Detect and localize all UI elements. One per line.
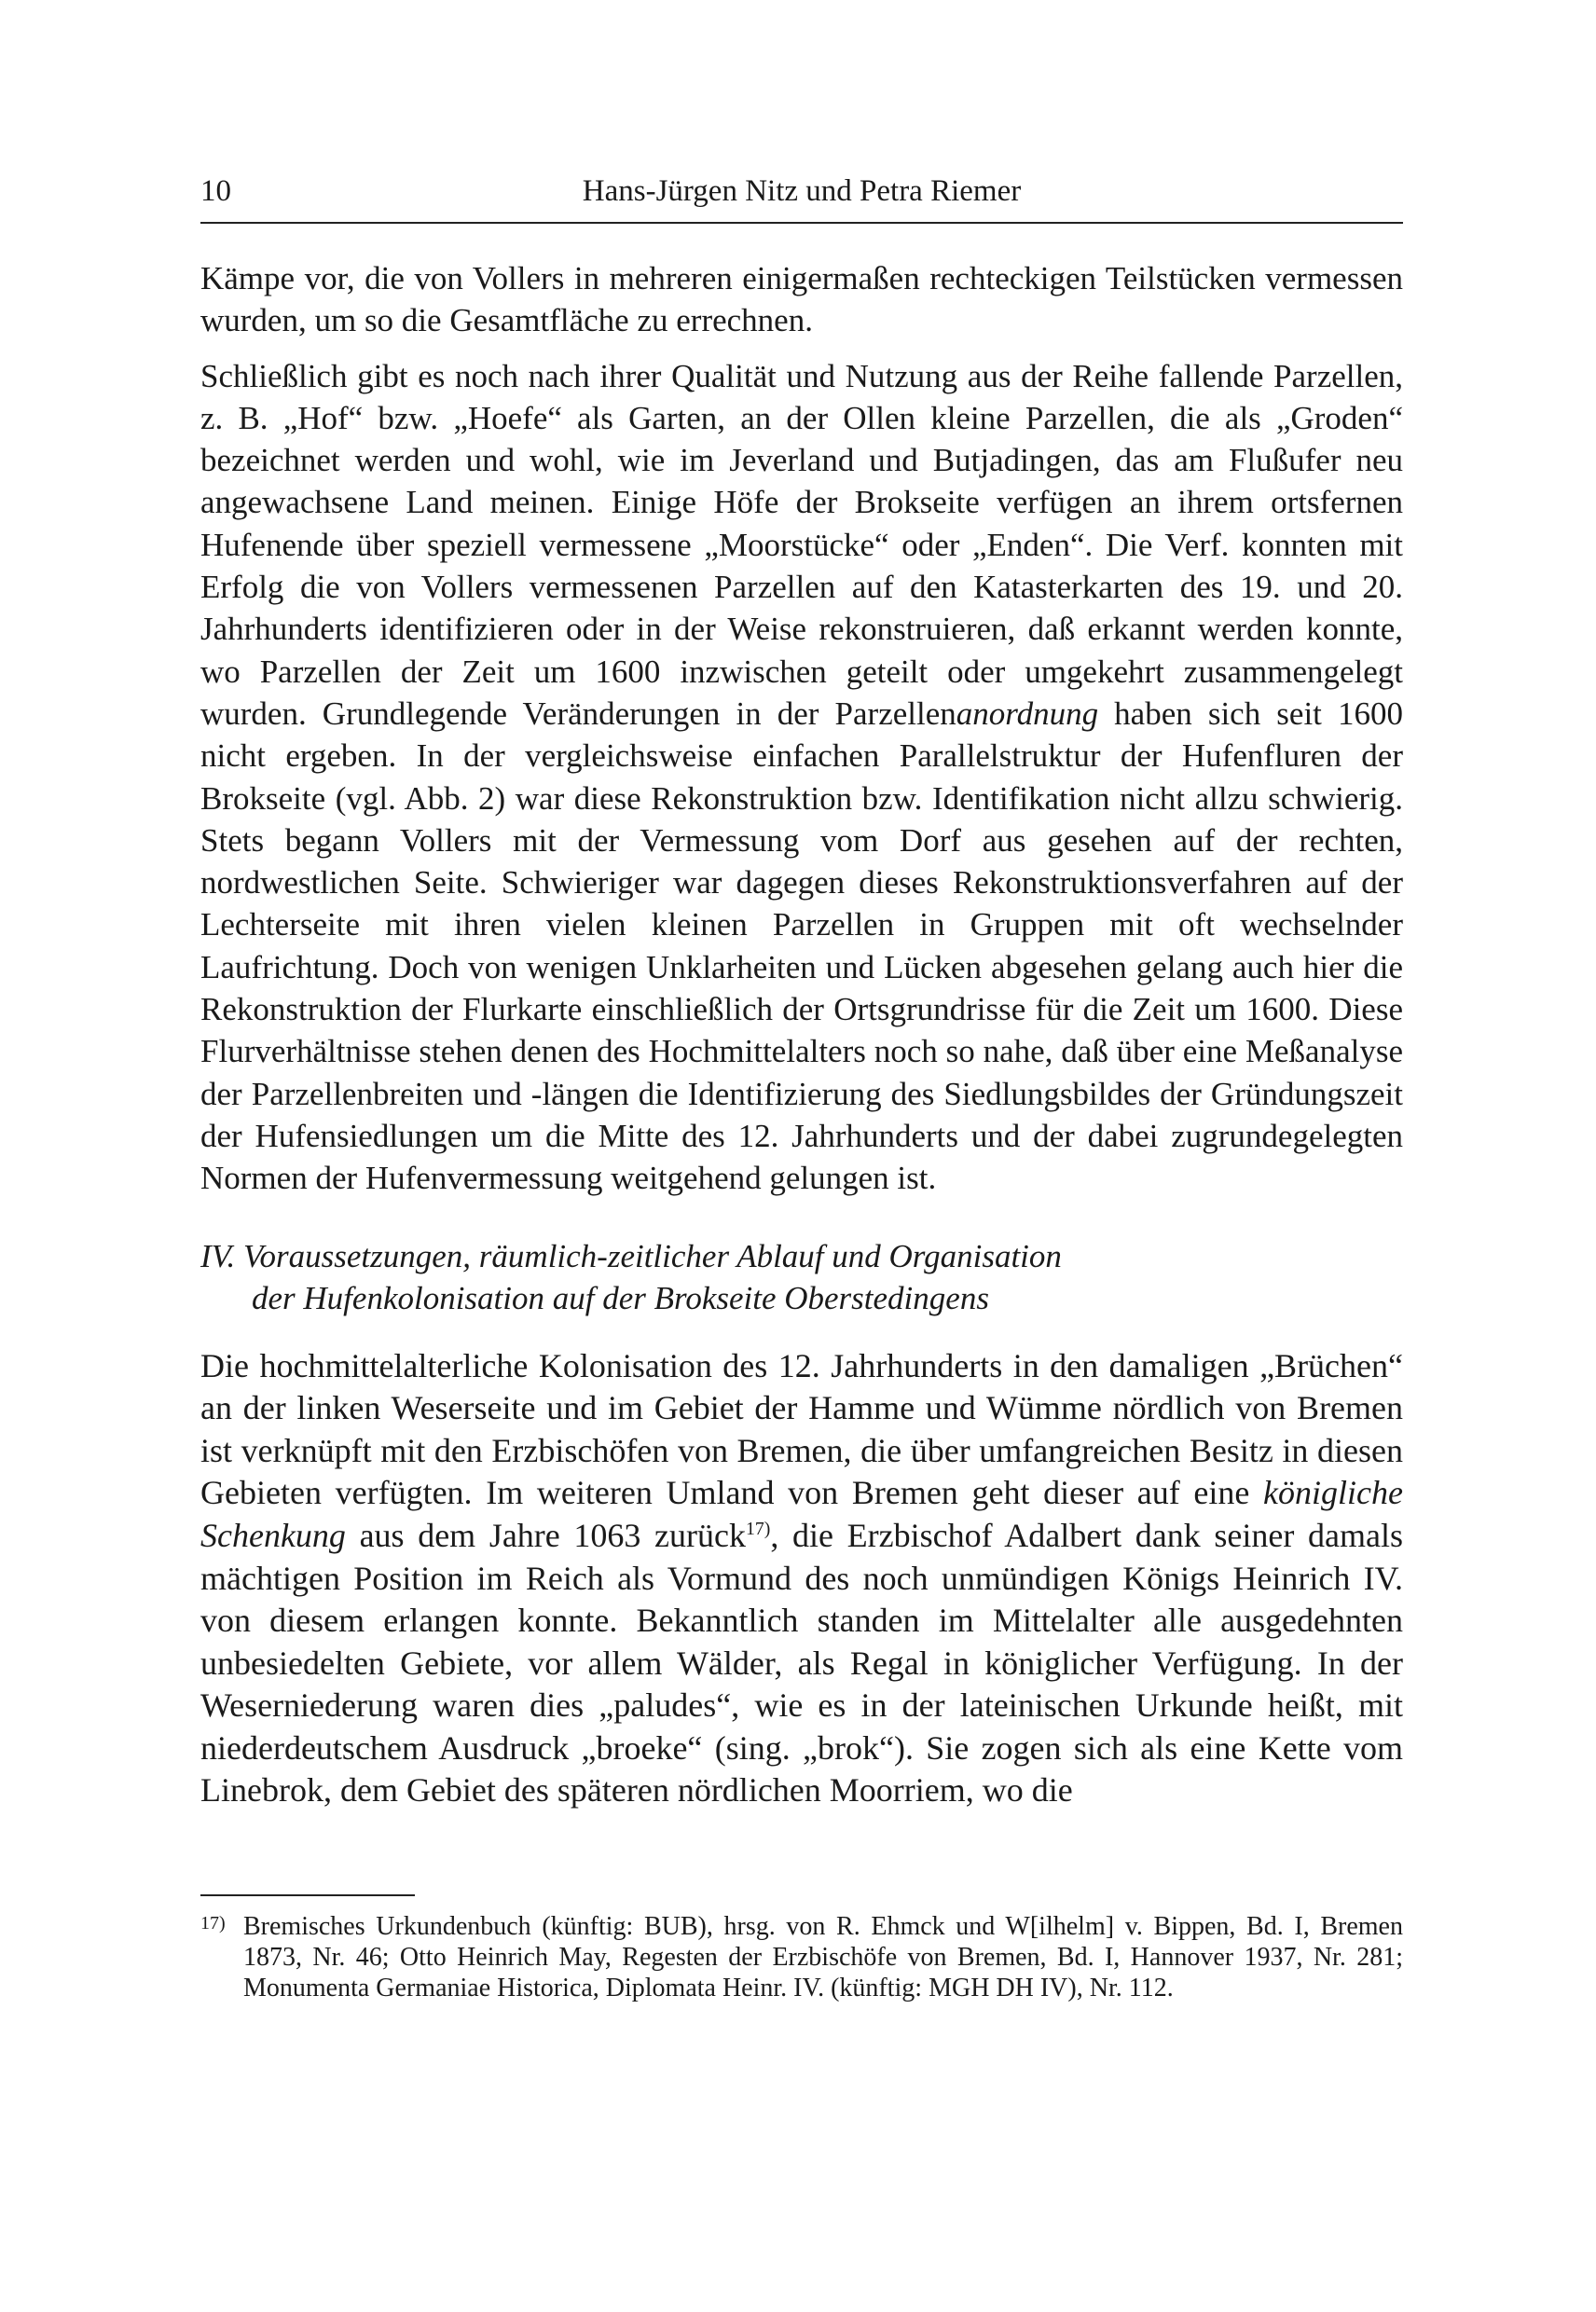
paragraph-2-emphasis: anordnung bbox=[956, 695, 1099, 732]
running-head bbox=[200, 168, 1403, 214]
header-rule bbox=[200, 222, 1403, 224]
footnote-rule bbox=[200, 1894, 415, 1896]
paragraph-3-part-1: Die hochmittelalterliche Kolonisation des 12. Jahrhunderts in den damaligen „Brüchen“ an der linken Weserseite und im Gebiet der Hamme und Wümme nördlich von Bremen ist verknüpft mit den Erzbischöfen von Bremen, die über umfangreichen Besitz in diesen Gebieten verfügten. Im weiteren Umland von Bremen geht dieser auf eine bbox=[200, 1346, 1403, 1512]
section-heading-line-2: der Hufenkolonisation auf der Brokseite Oberstedingens bbox=[252, 1279, 989, 1316]
paragraph-2-part-2: haben sich seit 1600 nicht ergeben. In der vergleichsweise einfachen Parallelstruktur der Hufenfluren der Brokseite (vgl. Abb. 2) war diese Rekonstruktion bzw. Identifikation nicht allzu schwierig. Stets begann Vollers mit der Vermessung vom Dorf aus gesehen auf der rechten, nordwestlichen Seite. Schwieriger war dagegen dieses Rekonstruktionsverfahren auf der Lechterseite mit ihren vielen kleinen Parzellen in Gruppen mit oft wechselnder Laufrichtung. Doch von wenigen Unklarheiten und Lücken abgesehen gelang auch hier die Rekonstruktion der Flurkarte einschließlich der Ortsgrundrisse für die Zeit um 1600. Diese Flurverhältnisse stehen denen des Hochmittelalters noch so nahe, daß über eine Meßanalyse der Parzellenbreiten und -längen die Identifizierung des Siedlungsbildes der Gründungszeit der Hufensiedlungen um die Mitte des 12. Jahrhunderts und der dabei zugrundegelegten Normen der Hufenvermessung weitgehend gelungen ist. bbox=[200, 695, 1404, 1197]
footnote-text: Bremisches Urkundenbuch (künftig: BUB), hrsg. von R. Ehmck und W[ilhelm] v. Bippen, Bd. I, Bremen 1873, Nr. 46; Otto Heinrich May, Regesten der Erzbischöfe von Bremen, Bd. I, Hannover 1937, Nr. 281; Monumenta Germaniae Historica, Diplomata Heinr. IV. (künftig: MGH DH IV), Nr. 112. bbox=[243, 1912, 1403, 2002]
footnote-reference[interactable]: 17) bbox=[746, 1518, 771, 1539]
section-heading-line-1: IV. Voraussetzungen, räumlich-zeitlicher Ablauf und Organisation bbox=[200, 1237, 1062, 1274]
body-text bbox=[200, 257, 1403, 1812]
paragraph-2 bbox=[200, 355, 1403, 1200]
paragraph-3 bbox=[200, 1345, 1403, 1813]
footnote-mark: 17) bbox=[200, 1913, 226, 1934]
paragraph-3-part-2: aus dem Jahre 1063 zurück bbox=[345, 1516, 746, 1554]
running-title: Hans-Jürgen Nitz und Petra Riemer bbox=[582, 174, 1022, 208]
footnote-17 bbox=[200, 1911, 1403, 2003]
paragraph-1: Kämpe vor, die von Vollers in mehreren einigermaßen rechteckigen Teilstücken vermessen wurden, um so die Gesamtfläche zu errechnen. bbox=[200, 260, 1403, 339]
paragraph-3-part-3: , die Erzbischof Adalbert dank seiner damals mächtigen Position im Reich als Vormund des noch unmündigen Königs Heinrich IV. von diesem erlangen konnte. Bekanntlich standen im Mittelalter alle ausgedehnten unbesiedelten Gebiete, vor allem Wälder, als Regal in königlicher Verfügung. In der Weserniederung waren dies „paludes“, wie es in der lateinischen Urkunde heißt, mit niederdeutschem Ausdruck „broeke“ (sing. „brok“). Sie zogen sich als eine Kette vom Linebrok, dem Gebiet des späteren nördlichen Moorriem, wo die bbox=[200, 1516, 1403, 1810]
section-heading bbox=[200, 1235, 1403, 1319]
paragraph-3-emphasis: königliche Schenkung bbox=[200, 1474, 1403, 1554]
page-number: 10 bbox=[200, 174, 231, 208]
paragraph-2-part-1: Schließlich gibt es noch nach ihrer Qualität und Nutzung aus der Reihe fallende Parzellen, z. B. „Hof“ bzw. „Hoefe“ als Garten, an der Ollen kleine Parzellen, die als „Groden“ bezeichnet werden und wohl, wie im Jeverland und Butjadingen, das am Flußufer neu angewachsene Land meinen. Einige Höfe der Brokseite verfügen an ihrem ortsfernen Hufenende über speziell vermessene „Moorstücke“ oder „Enden“. Die Verf. konnten mit Erfolg die von Vollers vermessenen Parzellen auf den Katasterkarten des 19. und 20. Jahrhunderts identifizieren oder in der Weise rekonstruieren, daß erkannt werden konnte, wo Parzellen der Zeit um 1600 inzwischen geteilt oder umgekehrt zusammengelegt wurden. Grundlegende Veränderungen in der Parzellen bbox=[200, 357, 1403, 732]
